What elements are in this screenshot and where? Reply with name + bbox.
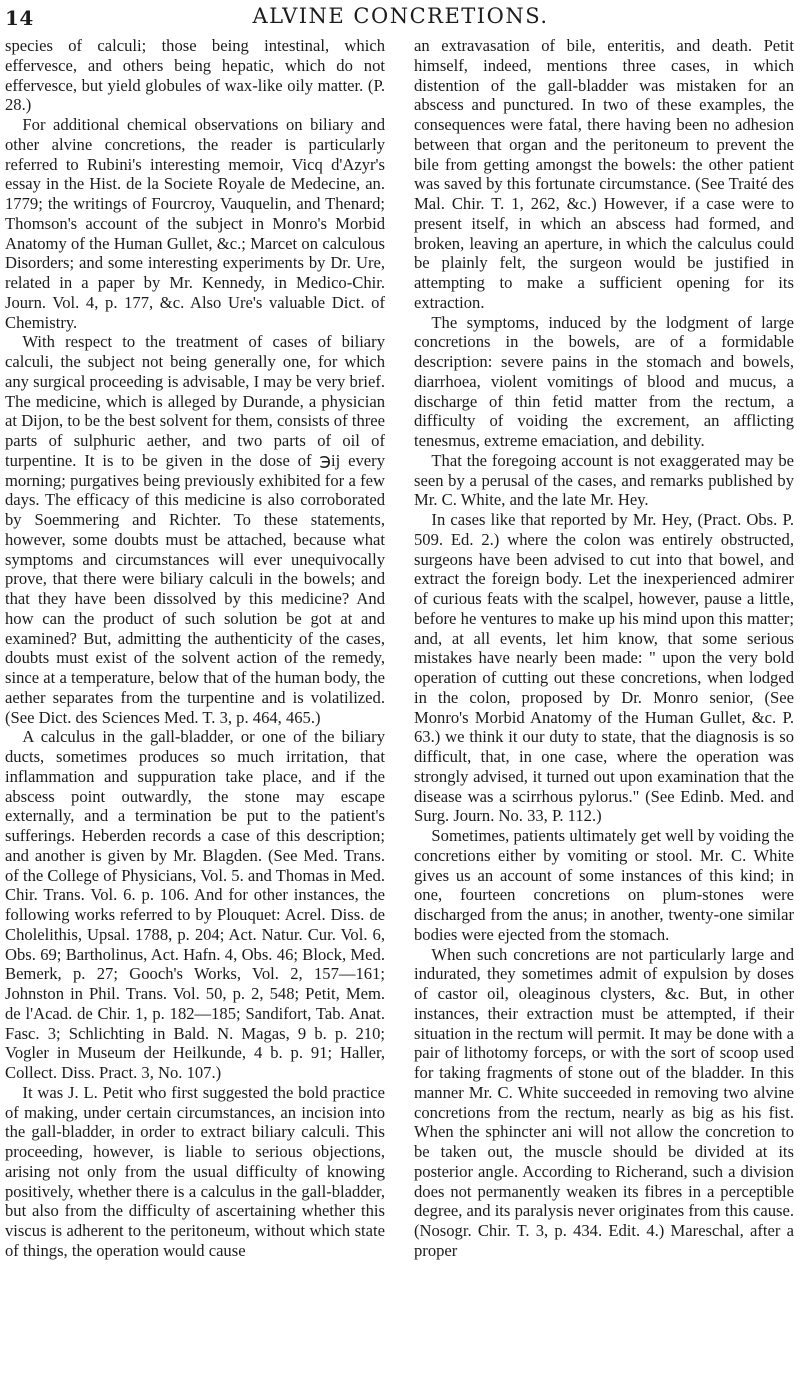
paragraph: The symptoms, induced by the lodgment of large concretions in the bowels, are of a formidable description: severe pains in the stomach and bowels, diarrhoea, violent vomitings of blood and mucus, a discharge of thin fetid matter from the rectum, a difficulty of voiding the excrement, an afflicting tenesmus, extreme emaciation, and debility.: [414, 312, 794, 450]
paragraph: Sometimes, patients ultimately get well by voiding the concretions either by vomiting or stool. Mr. C. White gives us an account of some instances of this kind; in one, fourteen concretions on plum-stones were discharged from the anus; in another, twenty-one similar bodies were ejected from the stomach.: [414, 826, 794, 944]
paragraph: an extravasation of bile, enteritis, and death. Petit himself, indeed, mentions three cases, in which distention of the gall-bladder was mistaken for an abscess and punctured. In two of these examples, the consequences were fatal, there having been no adhesion between that organ and the peritoneum to prevent the bile from getting amongst the bowels: the other patient was saved by this fortunate circumstance. (See Traité des Mal. Chir. T. 1, 262, &c.) However, if a case were to present itself, in which an abscess had formed, and broken, leaving an aperture, in which the calculus could be plainly felt, the surgeon would be justified in attempting to make a sufficient opening for its extraction.: [414, 36, 794, 312]
paragraph: With respect to the treatment of cases of biliary calculi, the subject not being generally one, for which any surgical proceeding is advisable, I may be very brief. The medicine, which is alleged by Durande, a physician at Dijon, to be the best solvent for them, consists of three parts of sulphuric aether, and two parts of oil of turpentine. It is to be given in the dose of ℈ij every morning; purgatives being previously exhibited for a few days. The efficacy of this medicine is also corroborated by Soemmering and Richter. To these statements, however, some doubts must be attached, because what symptoms and circumstances will ever unequivocally prove, that there were biliary calculi in the bowels; and that they have been dissolved by this medicine? And how can the product of such solution be got at and examined? But, admitting the authenticity of the cases, doubts must exist of the solvent action of the remedy, since at a temperature, below that of the human body, the aether separates from the turpentine and is volatilized. (See Dict. des Sciences Med. T. 3, p. 464, 465.): [5, 332, 385, 727]
paragraph: When such concretions are not particularly large and indurated, they sometimes admit of expulsion by doses of castor oil, oleaginous clysters, &c. But, in other instances, their extraction must be attempted, if their situation in the rectum will permit. It may be done with a pair of lithotomy forceps, or with the sort of scoop used for taking fragments of stone out of the bladder. In this manner Mr. C. White succeeded in removing two alvine concretions from the rectum, nearly as big as his fist. When the sphincter ani will not allow the concretion to be taken out, the muscle should be divided at its posterior angle. According to Richerand, such a division does not permanently weaken its fibres in a perceptible degree, and its paralysis never originates from this cause. (Nosogr. Chir. T. 3, p. 434. Edit. 4.) Mareschal, after a proper: [414, 944, 794, 1260]
paragraph: For additional chemical observations on biliary and other alvine concretions, the reader is particularly referred to Rubini's interesting memoir, Vicq d'Azyr's essay in the Hist. de la Societe Royale de Medecine, an. 1779; the writings of Fourcroy, Vauquelin, and Thenard; Thomson's account of the subject in Monro's Morbid Anatomy of the Human Gullet, &c.; Marcet on calculous Disorders; and some interesting experiments by Dr. Ure, related in a paper by Mr. Kennedy, in Medico-Chir. Journ. Vol. 4, p. 177, &c. Also Ure's valuable Dict. of Chemistry.: [5, 115, 385, 332]
page-number: 14: [5, 6, 34, 30]
paragraph: species of calculi; those being intestinal, which effervesce, and others being hepatic, which do not effervesce, but yield globules of wax-like oily matter. (P. 28.): [5, 36, 385, 115]
page-header: [0, 4, 801, 30]
paragraph: It was J. L. Petit who first suggested the bold practice of making, under certain circumstances, an incision into the gall-bladder, in order to extract biliary calculi. This proceeding, however, is liable to serious objections, arising not only from the usual difficulty of knowing positively, whether there is a calculus in the gall-bladder, but also from the difficulty of ascertaining whether this viscus is adherent to the peritoneum, without which state of things, the operation would cause: [5, 1082, 385, 1260]
left-column: [5, 36, 385, 1261]
paragraph: A calculus in the gall-bladder, or one of the biliary ducts, sometimes produces so much irritation, that inflammation and suppuration take place, and if the abscess point outwardly, the stone may escape externally, and a termination be put to the patient's sufferings. Heberden records a case of this description; and another is given by Mr. Blagden. (See Med. Trans. of the College of Physicians, Vol. 5. and Thomas in Med. Chir. Trans. Vol. 6. p. 106. And for other instances, the following works referred to by Plouquet: Acrel. Diss. de Cholelithis, Upsal. 1788, p. 204; Act. Natur. Cur. Vol. 6, Obs. 69; Bartholinus, Act. Hafn. 4, Obs. 46; Block, Med. Bemerk, p. 27; Gooch's Works, Vol. 2, 157—161; Johnston in Phil. Trans. Vol. 50, p. 2, 548; Petit, Mem. de l'Acad. de Chir. 1, p. 182—185; Sandifort, Tab. Anat. Fasc. 3; Schlichting in Bald. N. Magas, 9 b. p. 210; Vogler in Museum der Heilkunde, 4 b. p. 91; Haller, Collect. Diss. Pract. 3, No. 107.): [5, 727, 385, 1082]
right-column: [414, 36, 794, 1261]
paragraph: In cases like that reported by Mr. Hey, (Pract. Obs. P. 509. Ed. 2.) where the colon was entirely obstructed, surgeons have been advised to cut into that bowel, and extract the foreign body. Let the inexperienced admirer of curious feats with the scalpel, however, pause a little, before he ventures to make up his mind upon this matter; and, at all events, let him know, that some serious mistakes have nearly been made: " upon the very bold operation of cutting out these concretions, when lodged in the colon, proposed by Dr. Monro senior, (See Monro's Morbid Anatomy of the Human Gullet, &c. P. 63.) we think it our duty to state, that the diagnosis is so difficult, that, in one case, where the operation was strongly advised, it turned out upon examination that the disease was a scirrhous pylorus." (See Edinb. Med. and Surg. Journ. No. 33, P. 112.): [414, 510, 794, 826]
running-head: ALVINE CONCRETIONS.: [252, 4, 549, 28]
paragraph: That the foregoing account is not exaggerated may be seen by a perusal of the cases, and remarks published by Mr. C. White, and the late Mr. Hey.: [414, 450, 794, 510]
